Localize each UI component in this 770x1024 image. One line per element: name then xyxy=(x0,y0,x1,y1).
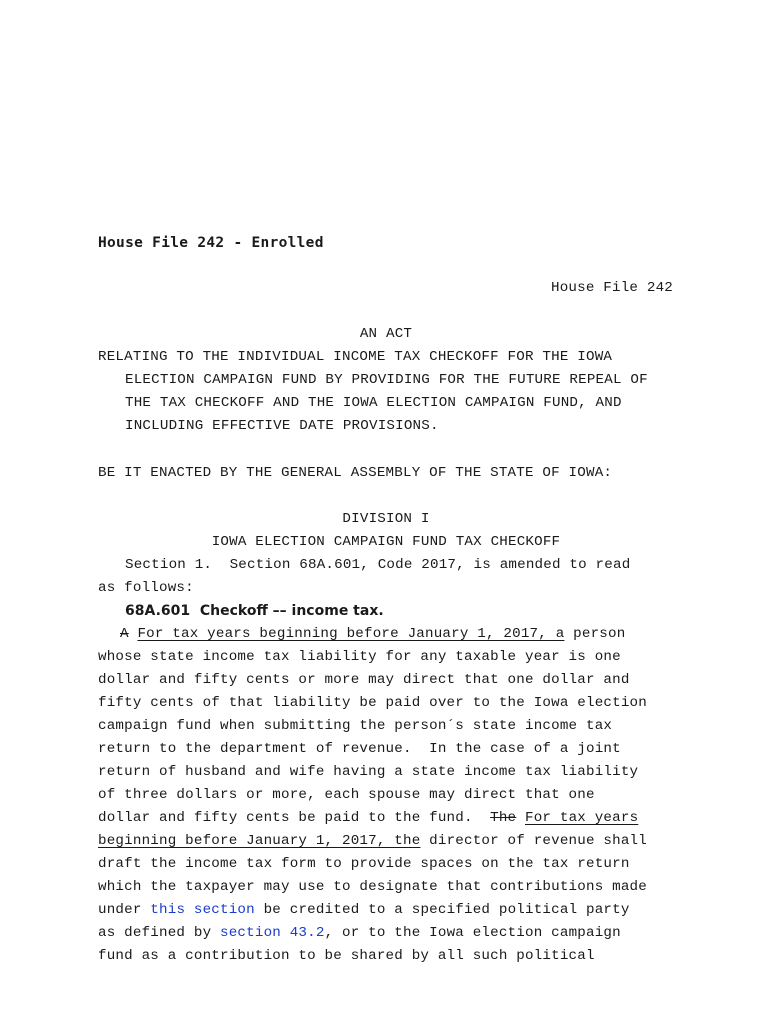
act-heading: AN ACT xyxy=(359,326,413,342)
inserted-text: For tax years xyxy=(525,810,639,826)
body-line: campaign fund when submitting the person´s state income tax xyxy=(98,718,613,734)
body-text: person xyxy=(564,626,626,642)
this-section-link[interactable]: this section xyxy=(150,902,255,918)
act-title-line: ELECTION CAMPAIGN FUND BY PROVIDING FOR THE FUTURE REPEAL OF xyxy=(125,372,648,388)
body-line: whose state income tax liability for any taxable year is one xyxy=(98,649,621,665)
struck-text: The xyxy=(490,810,517,826)
body-line xyxy=(98,831,647,851)
body-line xyxy=(98,900,630,920)
body-text: as defined by xyxy=(98,925,220,941)
body-text: under xyxy=(98,902,151,918)
body-line: of three dollars or more, each spouse may direct that one xyxy=(98,787,595,803)
act-title-line: RELATING TO THE INDIVIDUAL INCOME TAX CHECKOFF FOR THE IOWA xyxy=(98,349,613,365)
act-title-line: THE TAX CHECKOFF AND THE IOWA ELECTION CAMPAIGN FUND, AND xyxy=(125,395,622,411)
body-text: , or to the Iowa election campaign xyxy=(324,925,621,941)
section-43-2-link[interactable]: section 43.2 xyxy=(220,925,325,941)
section-intro-continued: as follows: xyxy=(98,580,194,596)
body-line: return to the department of revenue. In the case of a joint xyxy=(98,741,621,757)
body-line: fund as a contribution to be shared by all such political xyxy=(98,948,595,964)
body-text: dollar and fifty cents be paid to the fund. xyxy=(98,810,491,826)
inserted-text: beginning before January 1, 2017, the xyxy=(98,833,421,849)
enacting-clause: BE IT ENACTED BY THE GENERAL ASSEMBLY OF THE STATE OF IOWA: xyxy=(98,465,613,481)
document-title: House File 242 - Enrolled xyxy=(98,235,324,251)
body-line: dollar and fifty cents or more may direct that one dollar and xyxy=(98,672,630,688)
inserted-text: For tax years beginning before January 1, 2017, a xyxy=(137,626,565,642)
file-reference: House File 242 xyxy=(551,280,673,296)
act-title-line: INCLUDING EFFECTIVE DATE PROVISIONS. xyxy=(125,418,439,434)
code-section-heading: 68A.601 Checkoff –– income tax. xyxy=(125,603,384,619)
body-line: which the taxpayer may use to designate that contributions made xyxy=(98,879,647,895)
division-number: DIVISION I xyxy=(342,511,430,527)
body-line xyxy=(120,624,625,644)
body-text: be credited to a specified political party xyxy=(254,902,630,918)
struck-text: A xyxy=(120,626,129,642)
division-title: IOWA ELECTION CAMPAIGN FUND TAX CHECKOFF xyxy=(211,534,561,550)
body-text: director of revenue shall xyxy=(420,833,647,849)
body-line: draft the income tax form to provide spaces on the tax return xyxy=(98,856,630,872)
section-intro: Section 1. Section 68A.601, Code 2017, is amended to read xyxy=(125,557,631,573)
body-line xyxy=(98,923,621,943)
body-line xyxy=(98,808,638,828)
body-line: fifty cents of that liability be paid over to the Iowa election xyxy=(98,695,647,711)
body-line: return of husband and wife having a state income tax liability xyxy=(98,764,639,780)
